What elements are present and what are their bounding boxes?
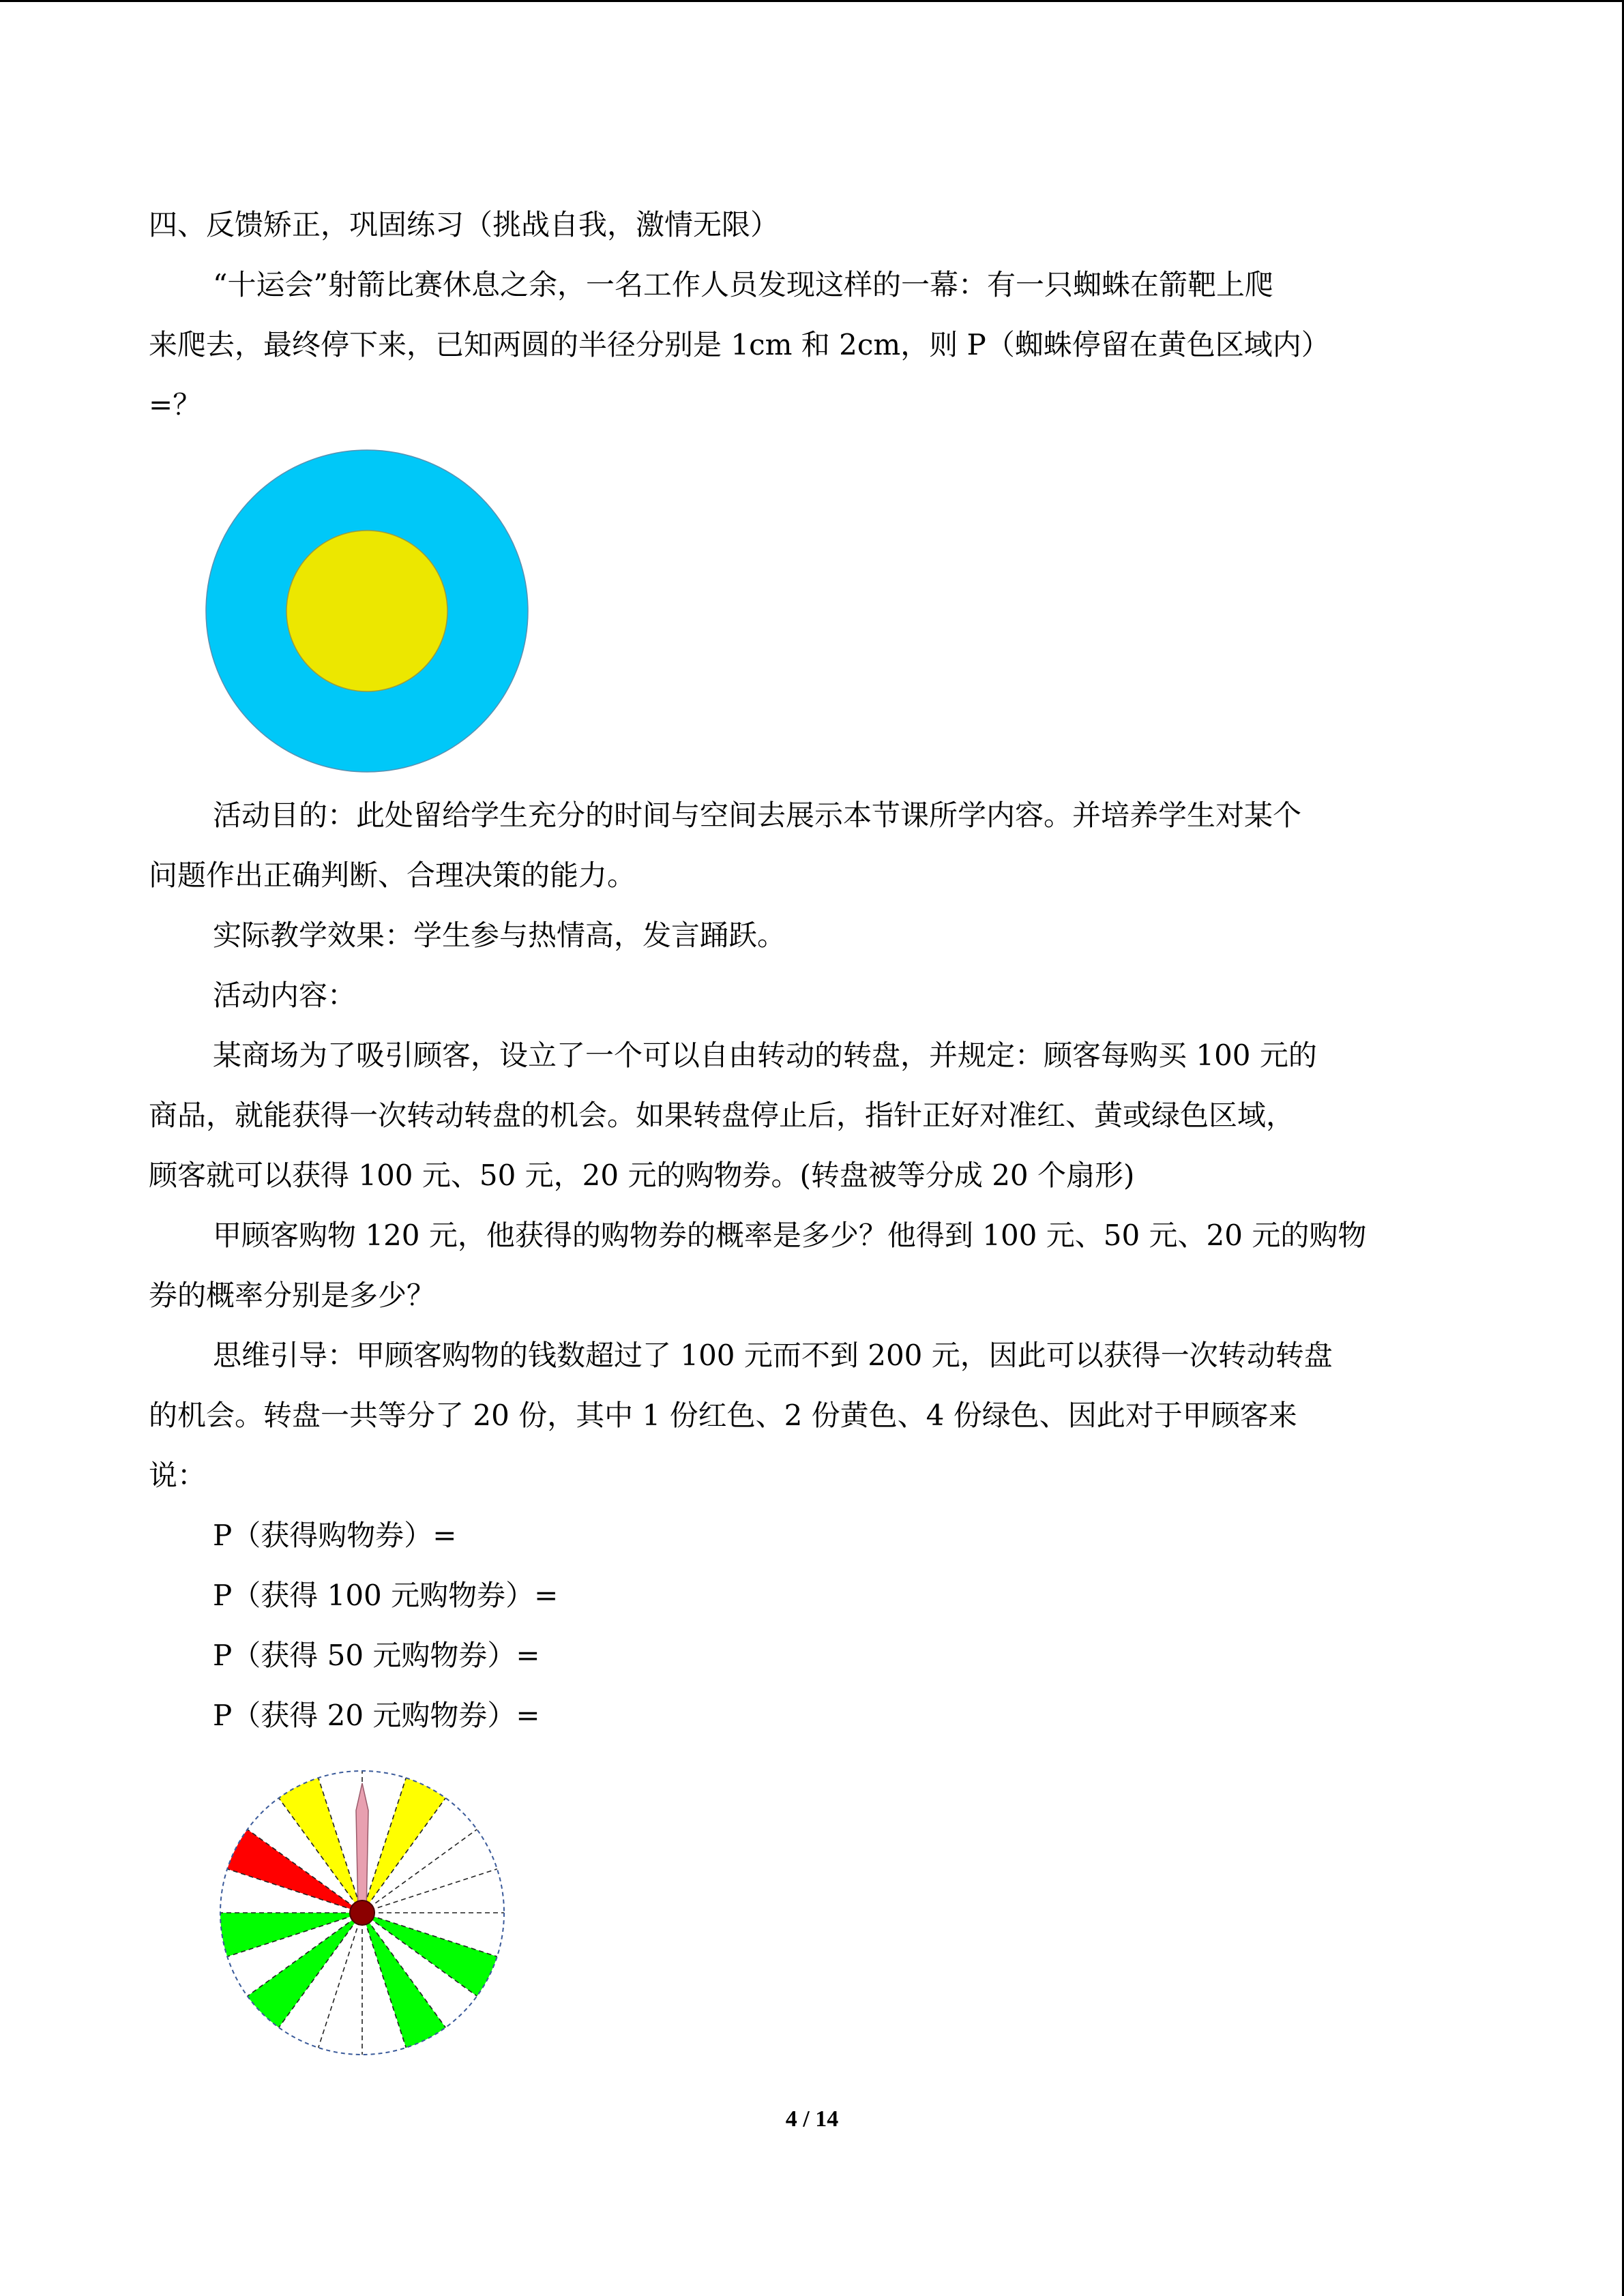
spinner-needle: [356, 1783, 368, 1913]
spinner-figure: [216, 1766, 529, 2083]
activity-goal-line1: 活动目的：此处留给学生充分的时间与空间去展示本节课所学内容。并培养学生对某个: [213, 799, 1302, 832]
answer-50-coupon: P（获得 50 元购物券）=: [213, 1639, 540, 1672]
problem2-line3: 顾客就可以获得 100 元、50 元，20 元的购物券。(转盘被等分成 20 个扇形): [149, 1159, 1135, 1192]
problem1-line1: “十运会”射箭比赛休息之余，一名工作人员发现这样的一幕：有一只蜘蛛在箭靶上爬: [213, 268, 1273, 301]
target-svg: [203, 447, 531, 775]
answer-20-coupon: P（获得 20 元购物券）=: [213, 1699, 540, 1732]
problem2-line2: 商品，就能获得一次转动转盘的机会。如果转盘停止后，指针正好对准红、黄或绿色区域，: [149, 1099, 1295, 1132]
guidance-line1: 思维引导：甲顾客购物的钱数超过了 100 元而不到 200 元，因此可以获得一次转动转盘: [213, 1339, 1333, 1372]
target-figure: [203, 447, 531, 777]
guidance-line2: 的机会。转盘一共等分了 20 份，其中 1 份红色、2 份黄色、4 份绿色、因此对于甲顾客来: [149, 1399, 1297, 1432]
activity-content-label: 活动内容：: [213, 979, 357, 1012]
activity-goal-line2: 问题作出正确判断、合理决策的能力。: [149, 859, 636, 892]
answer-any-coupon: P（获得购物券）=: [213, 1519, 457, 1552]
problem2-line1: 某商场为了吸引顾客，设立了一个可以自由转动的转盘，并规定：顾客每购买 100 元的: [213, 1039, 1317, 1072]
guidance-line3: 说：: [149, 1459, 207, 1492]
answer-100-coupon: P（获得 100 元购物券）=: [213, 1579, 559, 1612]
problem2-question-line1: 甲顾客购物 120 元，他获得的购物券的概率是多少？他得到 100 元、50 元、20 元的购物: [213, 1219, 1367, 1252]
section-heading: 四、反馈矫正，巩固练习（挑战自我，激情无限）: [149, 208, 780, 241]
page-number: 4 / 14: [785, 2106, 839, 2132]
problem1-line3: =？: [149, 388, 202, 421]
problem2-question-line2: 券的概率分别是多少？: [149, 1279, 436, 1312]
activity-effect: 实际教学效果：学生参与热情高，发言踊跃。: [213, 919, 786, 952]
problem1-line2: 来爬去，最终停下来，已知两圆的半径分别是 1cm 和 2cm，则 P（蜘蛛停留在黄色区域内）: [149, 328, 1330, 361]
top-border: [0, 0, 1624, 2]
target-inner-circle: [286, 531, 447, 691]
spinner-hub: [350, 1900, 374, 1925]
spinner-svg: [216, 1766, 529, 2080]
